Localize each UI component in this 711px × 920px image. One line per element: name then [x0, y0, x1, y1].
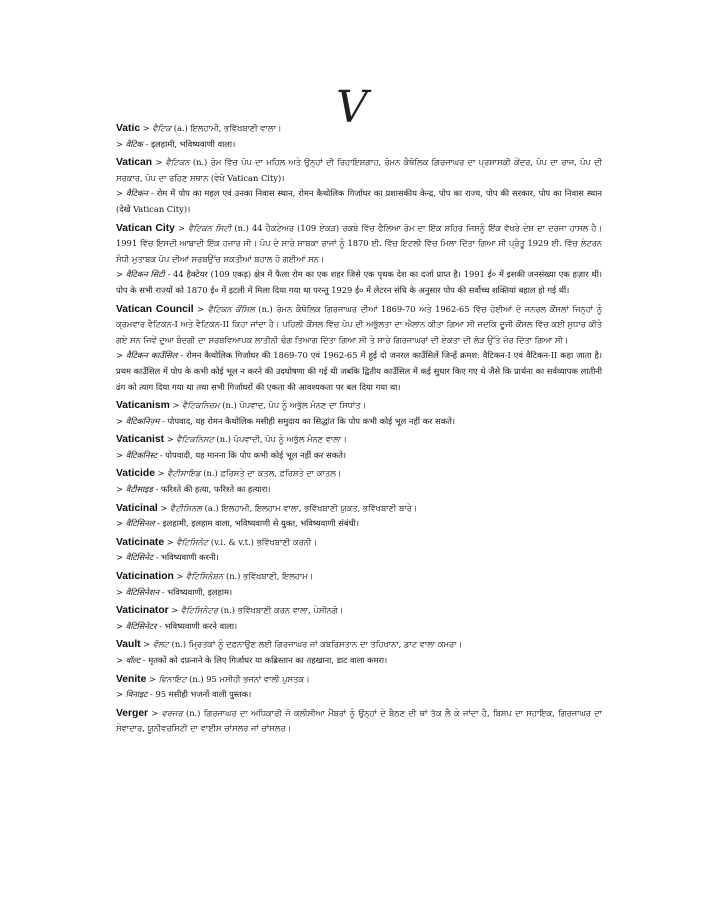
dictionary-entry: Venite > ਵਿਨਾਇਟ (n.) 95 ਮਸੀਹੀ ਭਜਨਾਂ ਵਾਲੀ ਪੁਸਤਕ। > विनाइट - 95 मसीही भजनों वाली पुस्तक। [116, 672, 602, 703]
entry-headword: Vaticanism [116, 400, 170, 412]
entry-punjabi-pronunciation: ਵੈਟਿਕਨ ਕੌਂਸਿਲ [207, 303, 255, 314]
entry-headword: Vatican [116, 157, 153, 169]
entry-hindi-definition: 95 मसीही भजनों वाली पुस्तक। [155, 689, 252, 700]
section-letter: V [336, 82, 368, 133]
entry-headword: Venite [116, 673, 147, 685]
entry-hindi-definition: रोमन कैथोलिक गिर्जाघर की 1869-70 एवं 1962-65 में हुई दो जनरल काउँसिलें जिन्हें क्रमश: वैटिकन-I एवं वैटिकन-II कहा जाता है। प्रथम काउँसिल में पोप के कभी कोई भूल न करने की उदघोषणा की गई थी जबकि द्वितीय काउँसिल में कई सुधार किए गए थे जैसे कि प्रार्थना का सर्वव्यापक लातीनी ढंग को त्याग दिया गया था तथा सभी गिर्जाघरों की एकता की आवश्यकता पर बल दिया गया था। [116, 350, 602, 392]
entry-part-of-speech: (v.i. & v.t.) [210, 536, 254, 547]
dictionary-entry: Vaticanist > ਵੈਟਿਕਨਿਸਟ (n.) ਪੋਪਵਾਦੀ, ਪੋਪ ਨੂੰ ਅਭੁੱਲ ਮੰਨਣ ਵਾਲਾ। > वैटिकनिस्ट - पोपवादी, यह मानना कि पोप कभी कोई भूल नहीं कर सकते। [116, 432, 602, 463]
entry-part-of-speech: (n.) [220, 605, 236, 616]
entry-punjabi-pronunciation: ਵੌਲਟ [152, 639, 169, 650]
entry-hindi-line: > वैटिसिनल - इलहामी, इलहाम वाला, भविष्यवाणी से युक्त, भविष्यवाणी संबंधी। [116, 518, 359, 529]
entry-punjabi-definition: ਭਵਿੱਖਬਾਣੀ ਕਰਨੀ। [256, 536, 317, 547]
entry-punjabi-pronunciation: ਵੈਟਿਸਿਨੇਸ਼ਨ [186, 571, 224, 582]
entry-hindi-line: > वैटिकन - रोम में पोप का महल एवं उनका निवास स्थान, रोमन कैथोलिक गिर्जाघर का प्रशासकीय केन्द्र, पोप का राज्य, पोप की सरकार, पोप का निवास स्थान (देखें Vatican City)। [116, 188, 602, 214]
entry-hindi-line: > वैटिक - इलहामी, भविष्यवाणी वाला। [116, 138, 236, 149]
entry-punjabi-pronunciation: ਵੈਟਿਕਨਿਸਟ [176, 434, 214, 445]
entry-hindi-definition: पोपवादी, यह मानना कि पोप कभी कोई भूल नहीं कर सकते। [165, 449, 347, 460]
entry-punjabi-pronunciation: ਵੈਟਿਕਨ ਸਿਟੀ [188, 222, 232, 233]
entry-hindi-pronunciation: वैटिकन काउँसिल [125, 350, 178, 361]
entry-punjabi-pronunciation: ਵੈਟਿਸਿਨੇਟਰ [180, 605, 218, 616]
entry-hindi-pronunciation: वैटिकन सिटी [125, 269, 165, 280]
entry-punjabi-pronunciation: ਵੈਟੀਸਾਇਡ [167, 468, 201, 479]
dictionary-entry: Vatic > ਵੈਟਿਕ (a.) ਇਲਹਾਮੀ, ਭਵਿੱਖਬਾਣੀ ਵਾਲਾ। > वैटिक - इलहामी, भविष्यवाणी वाला। [116, 121, 602, 152]
entry-hindi-line: > वैटिकन सिटी - 44 हैक्टेयर (109 एकड़) क्षेत्र में फैला रोम का एक शहर जिसे एक पृथक देश का दर्जा प्राप्त है। 1991 ई० में इसकी जनसंख्या एक हज़ार थी। पोप के सभी राज्यों को 1870 ई० में इटली में मिला दिया गया था परन्तु 1929 ई० में लेटरन संधि के अनुसार पोप की सर्वोच्च शक्तियां बहाल हो गई थीं। [116, 269, 603, 295]
entry-hindi-definition: भविष्यवाणी, इलहाम। [167, 586, 233, 597]
entry-list [116, 121, 602, 740]
entry-part-of-speech: (a.) [173, 123, 188, 133]
entry-hindi-definition: इलहामी, भविष्यवाणी वाला। [151, 138, 236, 149]
entry-hindi-definition: रोम में पोप का महल एवं उनका निवास स्थान, रोमन कैथोलिक गिर्जाघर का प्रशासकीय केन्द्र, पोप का राज्य, पोप की सरकार, पोप का निवास स्थान (देखें Vatican City)। [116, 188, 602, 214]
entry-punjabi-definition: ਭਵਿੱਖਬਾਣੀ ਕਰਨ ਵਾਲਾ, ਪੇਸ਼ੀਨਗੋ। [237, 605, 344, 616]
entry-part-of-speech: (n.) [216, 434, 231, 445]
entry-punjabi-definition: 44 ਹੈਕਟੇਅਰ (109 ਏਕੜ) ਰਕਬੇ ਵਿੱਚ ਫੈਲਿਆ ਰੋਮ ਦਾ ਇੱਕ ਸ਼ਹਿਰ ਜਿਸਨੂੰ ਇੱਕ ਵੱਖਰੇ ਦੇਸ਼ ਦਾ ਦਰਜਾ ਹਾਸਲ ਹੈ। 1991 ਵਿੱਚ ਇਸਦੀ ਆਬਾਦੀ ਇੱਕ ਹਜ਼ਾਰ ਸੀ। ਪੋਪ ਦੇ ਸਾਰੇ ਸਾਬਕਾ ਰਾਜਾਂ ਨੂੰ 1870 ਈ. ਵਿੱਚ ਇਟਲੀ ਵਿੱਚ ਮਿਲਾ ਦਿੱਤਾ ਗਿਆ ਸੀ ਪ੍ਰੰਤੂ 1929 ਈ. ਵਿੱਚ ਲੇਟਰਨ ਸੰਧੀ ਮੁਤਾਬਕ ਪੋਪ ਦੀਆਂ ਸਰਬਉੱਚ ਸ਼ਕਤੀਆਂ ਬਹਾਲ ਹੋ ਗਈਆਂ ਸਨ। [116, 222, 602, 264]
entry-punjabi-pronunciation: ਵੈਟਿਕ [152, 123, 172, 133]
entry-hindi-pronunciation: विनाइट [125, 689, 148, 700]
dictionary-entry: Vaticanism > ਵੈਟਿਕਨਿਜ਼ਮ (n.) ਪੋਪਵਾਦ, ਪੋਪ ਨੂੰ ਅਭੁੱਲ ਮੰਨਣ ਦਾ ਸਿਧਾਂਤ। > वैटिकनिज़्म - पोपवाद, यह रोमन कैथोलिक मसीही समुदाय का सिद्धांत कि पोप कभी कोई भूल नहीं कर सकते। [116, 398, 602, 429]
entry-punjabi-pronunciation: ਵਿਨਾਇਟ [158, 673, 187, 684]
entry-headword: Vaticination [116, 571, 174, 583]
dictionary-entry: Vaticination > ਵੈਟਿਸਿਨੇਸ਼ਨ (n.) ਭਵਿੱਖਬਾਣੀ, ਇਲਹਾਮ। > वैटिसिनेशन - भविष्यवाणी, इलहाम। [116, 569, 602, 600]
entry-hindi-definition: भविष्यवाणी करने वाला। [164, 620, 238, 631]
entry-hindi-definition: इलहामी, इलहाम वाला, भविष्यवाणी से युक्त, भविष्यवाणी संबंधी। [162, 518, 359, 529]
entry-hindi-line: > वैटिकन काउँसिल - रोमन कैथोलिक गिर्जाघर की 1869-70 एवं 1962-65 में हुई दो जनरल काउँसिलें जिन्हें क्रमश: वैटिकन-I एवं वैटिकन-II कहा जाता है। प्रथम काउँसिल में पोप के कभी कोई भूल न करने की उदघोषणा की गई थी जबकि द्वितीय काउँसिल में कई सुधार किए गए थे जैसे कि प्रार्थना का सर्वव्यापक लातीनी ढंग को त्याग दिया गया था तथा सभी गिर्जाघरों की एकता की आवश्यकता पर बल दिया गया था। [116, 350, 602, 392]
entry-headword: Vatican Council [116, 303, 194, 315]
entry-headword: Verger [116, 707, 149, 719]
entry-hindi-line: > वैटिकनिज़्म - पोपवाद, यह रोमन कैथोलिक मसीही समुदाय का सिद्धांत कि पोप कभी कोई भूल नहीं कर सकते। [116, 415, 455, 426]
entry-headword: Vaticide [116, 468, 155, 480]
entry-punjabi-definition: 95 ਮਸੀਹੀ ਭਜਨਾਂ ਵਾਲੀ ਪੁਸਤਕ। [206, 673, 310, 684]
entry-headword: Vaticinate [116, 536, 165, 548]
entry-part-of-speech: (n.) [222, 400, 237, 411]
entry-part-of-speech: (n.) [192, 157, 208, 168]
entry-hindi-line: > वैटिसिनेशन - भविष्यवाणी, इलहाम। [116, 586, 233, 597]
entry-hindi-pronunciation: वैटिकनिस्ट [125, 449, 158, 460]
entry-hindi-line: > वैटीसाइड - फरिश्ते की हत्या, फरिश्ते का हत्यारा। [116, 484, 271, 495]
dictionary-entry: Vaticinate > ਵੈਟਿਸਿਨੇਟ (v.i. & v.t.) ਭਵਿੱਖਬਾਣੀ ਕਰਨੀ। > वैटिसिनेट - भविष्यवाणी करनी। [116, 535, 602, 566]
entry-punjabi-definition: ਰੋਮਨ ਕੈਥੋਲਿਕ ਗਿਰਜਾਘਰ ਦੀਆਂ 1869-70 ਅਤੇ 1962-65 ਵਿੱਚ ਹੋਈਆਂ ਦੋ ਜਨਰਲ ਕੌਂਸਲਾਂ ਜਿਨ੍ਹਾਂ ਨੂੰ ਕ੍ਰਮਵਾਰ ਵੈਟਿਕਨ-I ਅਤੇ ਵੈਟਿਕਨ-II ਕਿਹਾ ਜਾਂਦਾ ਹੈ। ਪਹਿਲੀ ਕੌਂਸਲ ਵਿੱਚ ਪੋਪ ਦੀ ਅਭੁੱਲਤਾ ਦਾ ਐਲਾਨ ਕੀਤਾ ਗਿਆ ਸੀ ਜਦਕਿ ਦੂਜੀ ਕੌਂਸਲ ਵਿੱਚ ਕਈ ਸੁਧਾਰ ਕੀਤੇ ਗਏ ਸਨ ਜਿਵੇਂ ਦੁਆ ਬੰਦਗੀ ਦਾ ਸਰਬਵਿਆਪਕ ਲਾਤੀਨੀ ਢੰਗ ਤਿਆਗ ਦਿੱਤਾ ਗਿਆ ਸੀ ਤੇ ਸਾਰੇ ਗਿਰਜਾਘਰਾਂ ਦੀ ਏਕਤਾ ਦੀ ਲੋੜ ਉੱਤੇ ਜ਼ੋਰ ਦਿੱਤਾ ਗਿਆ ਸੀ। [116, 303, 602, 345]
entry-punjabi-pronunciation: ਵਰਜਰ [161, 707, 183, 718]
entry-headword: Vault [116, 639, 141, 651]
entry-punjabi-definition: ਮ੍ਰਿਤਕਾਂ ਨੂੰ ਦਫ਼ਨਾਉਣ ਲਈ ਗਿਰਜਾਘਰ ਜਾਂ ਕਬਰਿਸਤਾਨ ਦਾ ਤਹਿਖਾਨਾ, ਡਾਟ ਵਾਲਾ ਕਮਰਾ। [188, 639, 463, 650]
entry-headword: Vaticinal [116, 502, 158, 514]
entry-hindi-pronunciation: वैटिसिनेट [125, 552, 154, 563]
entry-punjabi-definition: ਫ਼ਰਿਸ਼ਤੇ ਦਾ ਕਤਲ, ਫ਼ਰਿਸ਼ਤੇ ਦਾ ਕਾਤਲ। [220, 468, 342, 479]
entry-punjabi-pronunciation: ਵੈਟਿਕਨਿਜ਼ਮ [182, 400, 220, 411]
entry-part-of-speech: (n.) [258, 303, 273, 314]
dictionary-entry: Vaticinator > ਵੈਟਿਸਿਨੇਟਰ (n.) ਭਵਿੱਖਬਾਣੀ ਕਰਨ ਵਾਲਾ, ਪੇਸ਼ੀਨਗੋ। > वैटिसिनेटर - भविष्यवाणी करने वाला। [116, 603, 602, 634]
entry-hindi-pronunciation: वैटिकन [125, 188, 148, 199]
entry-part-of-speech: (n.) [203, 468, 218, 479]
entry-hindi-pronunciation: वैटिकनिज़्म [125, 415, 160, 426]
dictionary-entry: Vault > ਵੌਲਟ (n.) ਮ੍ਰਿਤਕਾਂ ਨੂੰ ਦਫ਼ਨਾਉਣ ਲਈ ਗਿਰਜਾਘਰ ਜਾਂ ਕਬਰਿਸਤਾਨ ਦਾ ਤਹਿਖਾਨਾ, ਡਾਟ ਵਾਲਾ ਕਮਰਾ। > वॉल्ट - मृतकों को दफ़नाने के लिए गिर्जाघर या कब्रिस्तान का तहखाना, डाट वाला कमरा। [116, 637, 602, 668]
entry-part-of-speech: (n.) [189, 673, 204, 684]
entry-hindi-line: > वॉल्ट - मृतकों को दफ़नाने के लिए गिर्जाघर या कब्रिस्तान का तहखाना, डाट वाला कमरा। [116, 655, 388, 665]
entry-hindi-pronunciation: वॉल्ट [125, 655, 141, 665]
entry-punjabi-definition: ਇਲਹਾਮੀ, ਭਵਿੱਖਬਾਣੀ ਵਾਲਾ। [190, 123, 282, 133]
entry-hindi-pronunciation: वैटीसाइड [125, 484, 153, 495]
entry-part-of-speech: (n.) [171, 639, 187, 650]
dictionary-entry: Vaticinal > ਵੈਟੀਸਿਨਲ (a.) ਇਲਹਾਮੀ, ਇਲਹਾਮ ਵਾਲਾ, ਭਵਿੱਖਬਾਣੀ ਯੁਕਤ, ਭਵਿੱਖਬਾਣੀ ਬਾਰੇ। > वैटिसिनल - इलहामी, इलहाम वाला, भविष्यवाणी से युक्त, भविष्यवाणी संबंधी। [116, 501, 602, 532]
entry-part-of-speech: (n.) [185, 707, 201, 718]
entry-hindi-definition: मृतकों को दफ़नाने के लिए गिर्जाघर या कब्रिस्तान का तहखाना, डाट वाला कमरा। [148, 655, 388, 665]
entry-punjabi-pronunciation: ਵੈਟੀਸਿਨਲ [170, 502, 203, 513]
entry-headword: Vaticanist [116, 434, 165, 446]
entry-punjabi-definition: ਰੋਮ ਵਿੱਚ ਪੋਪ ਦਾ ਮਹਿਲ ਅਤੇ ਉਨ੍ਹਾਂ ਦੀ ਰਿਹਾਇਸ਼ਗਾਹ, ਰੋਮਨ ਕੈਥੋਲਿਕ ਗਿਰਜਾਘਰ ਦਾ ਪ੍ਰਸ਼ਾਸਕੀ ਕੇਂਦਰ, ਪੋਪ ਦਾ ਰਾਜ, ਪੋਪ ਦੀ ਸਰਕਾਰ, ਪੋਪ ਦਾ ਰਹਿਣ ਸਥਾਨ (ਵੇਖੋ Vatican City)। [116, 157, 603, 183]
entry-punjabi-definition: ਇਲਹਾਮੀ, ਇਲਹਾਮ ਵਾਲਾ, ਭਵਿੱਖਬਾਣੀ ਯੁਕਤ, ਭਵਿੱਖਬਾਣੀ ਬਾਰੇ। [221, 502, 418, 513]
dictionary-entry: Vatican > ਵੈਟਿਕਨ (n.) ਰੋਮ ਵਿੱਚ ਪੋਪ ਦਾ ਮਹਿਲ ਅਤੇ ਉਨ੍ਹਾਂ ਦੀ ਰਿਹਾਇਸ਼ਗਾਹ, ਰੋਮਨ ਕੈਥੋਲਿਕ ਗਿਰਜਾਘਰ ਦਾ ਪ੍ਰਸ਼ਾਸਕੀ ਕੇਂਦਰ, ਪੋਪ ਦਾ ਰਾਜ, ਪੋਪ ਦੀ ਸਰਕਾਰ, ਪੋਪ ਦਾ ਰਹਿਣ ਸਥਾਨ (ਵੇਖੋ Vatican City)। > वैटिकन - रोम में पोप का महल एवं उनका निवास स्थान, रोमन कैथोलिक गिर्जाघर का प्रशासकीय केन्द्र, पोप का राज्य, पोप की सरकार, पोप का निवास स्थान (देखें Vatican City)। [116, 155, 602, 217]
entry-punjabi-definition: ਭਵਿੱਖਬਾਣੀ, ਇਲਹਾਮ। [243, 571, 314, 582]
entry-punjabi-definition: ਗਿਰਜਾਘਰ ਦਾ ਅਧਿਕਾਰੀ ਜੋ ਕਲੀਸੀਆ ਮੈਂਬਰਾਂ ਨੂੰ ਉਨ੍ਹਾਂ ਦੇ ਬੈਠਣ ਦੀ ਥਾਂ ਤੱਕ ਲੈ ਕੇ ਜਾਂਦਾ ਹੈ, ਬਿਸ਼ਪ ਦਾ ਸਹਾਇਕ, ਗਿਰਜਾਘਰ ਦਾ ਸੇਵਾਦਾਰ, ਯੂਨੀਵਰਸਿਟੀ ਦਾ ਵਾਈਸ ਚਾਂਸਲਰ ਜਾਂ ਚਾਂਸਲਰ। [116, 707, 602, 734]
dictionary-entry: Verger > ਵਰਜਰ (n.) ਗਿਰਜਾਘਰ ਦਾ ਅਧਿਕਾਰੀ ਜੋ ਕਲੀਸੀਆ ਮੈਂਬਰਾਂ ਨੂੰ ਉਨ੍ਹਾਂ ਦੇ ਬੈਠਣ ਦੀ ਥਾਂ ਤੱਕ ਲੈ ਕੇ ਜਾਂਦਾ ਹੈ, ਬਿਸ਼ਪ ਦਾ ਸਹਾਇਕ, ਗਿਰਜਾਘਰ ਦਾ ਸੇਵਾਦਾਰ, ਯੂਨੀਵਰਸਿਟੀ ਦਾ ਵਾਈਸ ਚਾਂਸਲਰ ਜਾਂ ਚਾਂਸਲਰ। [116, 707, 602, 734]
entry-punjabi-definition: ਪੋਪਵਾਦ, ਪੋਪ ਨੂੰ ਅਭੁੱਲ ਮੰਨਣ ਦਾ ਸਿਧਾਂਤ। [239, 400, 367, 411]
entry-hindi-line: > वैटिकनिस्ट - पोपवादी, यह मानना कि पोप कभी कोई भूल नहीं कर सकते। [116, 449, 347, 460]
entry-hindi-definition: 44 हैक्टेयर (109 एकड़) क्षेत्र में फैला रोम का एक शहर जिसे एक पृथक देश का दर्जा प्राप्त है। 1991 ई० में इसकी जनसंख्या एक हज़ार थी। पोप के सभी राज्यों को 1870 ई० में इटली में मिला दिया गया था परन्तु 1929 ई० में लेटरन संधि के अनुसार पोप की सर्वोच्च शक्तियां बहाल हो गई थीं। [116, 269, 603, 295]
entry-punjabi-pronunciation: ਵੈਟਿਕਨ [165, 157, 190, 168]
entry-hindi-line: > विनाइट - 95 मसीही भजनों वाली पुस्तक। [116, 689, 252, 700]
entry-hindi-pronunciation: वैटिसिनेटर [125, 620, 157, 631]
dictionary-entry: Vatican Council > ਵੈਟਿਕਨ ਕੌਂਸਿਲ (n.) ਰੋਮਨ ਕੈਥੋਲਿਕ ਗਿਰਜਾਘਰ ਦੀਆਂ 1869-70 ਅਤੇ 1962-65 ਵਿੱਚ ਹੋਈਆਂ ਦੋ ਜਨਰਲ ਕੌਂਸਲਾਂ ਜਿਨ੍ਹਾਂ ਨੂੰ ਕ੍ਰਮਵਾਰ ਵੈਟਿਕਨ-I ਅਤੇ ਵੈਟਿਕਨ-II ਕਿਹਾ ਜਾਂਦਾ ਹੈ। ਪਹਿਲੀ ਕੌਂਸਲ ਵਿੱਚ ਪੋਪ ਦੀ ਅਭੁੱਲਤਾ ਦਾ ਐਲਾਨ ਕੀਤਾ ਗਿਆ ਸੀ ਜਦਕਿ ਦੂਜੀ ਕੌਂਸਲ ਵਿੱਚ ਕਈ ਸੁਧਾਰ ਕੀਤੇ ਗਏ ਸਨ ਜਿਵੇਂ ਦੁਆ ਬੰਦਗੀ ਦਾ ਸਰਬਵਿਆਪਕ ਲਾਤੀਨੀ ਢੰਗ ਤਿਆਗ ਦਿੱਤਾ ਗਿਆ ਸੀ ਤੇ ਸਾਰੇ ਗਿਰਜਾਘਰਾਂ ਦੀ ਏਕਤਾ ਦੀ ਲੋੜ ਉੱਤੇ ਜ਼ੋਰ ਦਿੱਤਾ ਗਿਆ ਸੀ। > वैटिकन काउँसिल - रोमन कैथोलिक गिर्जाघर की 1869-70 एवं 1962-65 में हुई दो जनरल काउँसिलें जिन्हें क्रमश: वैटिकन-I एवं वैटिकन-II कहा जाता है। प्रथम काउँसिल में पोप के कभी कोई भूल न करने की उदघोषणा की गई थी जबकि द्वितीय काउँसिल में कई सुधार किए गए थे जैसे कि प्रार्थना का सर्वव्यापक लातीनी ढंग को त्याग दिया गया था तथा सभी गिर्जाघरों की एकता की आवश्यकता पर बल दिया गया था। [116, 302, 602, 396]
entry-punjabi-pronunciation: ਵੈਟਿਸਿਨੇਟ [176, 536, 209, 547]
dictionary-entry: Vatican City > ਵੈਟਿਕਨ ਸਿਟੀ (n.) 44 ਹੈਕਟੇਅਰ (109 ਏਕੜ) ਰਕਬੇ ਵਿੱਚ ਫੈਲਿਆ ਰੋਮ ਦਾ ਇੱਕ ਸ਼ਹਿਰ ਜਿਸਨੂੰ ਇੱਕ ਵੱਖਰੇ ਦੇਸ਼ ਦਾ ਦਰਜਾ ਹਾਸਲ ਹੈ। 1991 ਵਿੱਚ ਇਸਦੀ ਆਬਾਦੀ ਇੱਕ ਹਜ਼ਾਰ ਸੀ। ਪੋਪ ਦੇ ਸਾਰੇ ਸਾਬਕਾ ਰਾਜਾਂ ਨੂੰ 1870 ਈ. ਵਿੱਚ ਇਟਲੀ ਵਿੱਚ ਮਿਲਾ ਦਿੱਤਾ ਗਿਆ ਸੀ ਪ੍ਰੰਤੂ 1929 ਈ. ਵਿੱਚ ਲੇਟਰਨ ਸੰਧੀ ਮੁਤਾਬਕ ਪੋਪ ਦੀਆਂ ਸਰਬਉੱਚ ਸ਼ਕਤੀਆਂ ਬਹਾਲ ਹੋ ਗਈਆਂ ਸਨ। > वैटिकन सिटी - 44 हैक्टेयर (109 एकड़) क्षेत्र में फैला रोम का एक शहर जिसे एक पृथक देश का दर्जा प्राप्त है। 1991 ई० में इसकी जनसंख्या एक हज़ार थी। पोप के सभी राज्यों को 1870 ई० में इटली में मिला दिया गया था परन्तु 1929 ई० में लेटरन संधि के अनुसार पोप की सर्वोच्च शक्तियां बहाल हो गई थीं। [116, 221, 602, 299]
entry-headword: Vatican City [116, 222, 175, 234]
entry-part-of-speech: (a.) [204, 502, 219, 513]
entry-hindi-definition: पोपवाद, यह रोमन कैथोलिक मसीही समुदाय का सिद्धांत कि पोप कभी कोई भूल नहीं कर सकते। [167, 415, 455, 426]
entry-punjabi-definition: ਪੋਪਵਾਦੀ, ਪੋਪ ਨੂੰ ਅਭੁੱਲ ਮੰਨਣ ਵਾਲਾ। [233, 434, 347, 445]
entry-hindi-pronunciation: वैटिसिनल [125, 518, 155, 529]
entry-hindi-definition: फरिश्ते की हत्या, फरिश्ते का हत्यारा। [160, 484, 271, 495]
entry-headword: Vatic [116, 123, 141, 134]
dictionary-entry: Vaticide > ਵੈਟੀਸਾਇਡ (n.) ਫ਼ਰਿਸ਼ਤੇ ਦਾ ਕਤਲ, ਫ਼ਰਿਸ਼ਤੇ ਦਾ ਕਾਤਲ। > वैटीसाइड - फरिश्ते की हत्या, फरिश्ते का हत्यारा। [116, 466, 602, 497]
entry-part-of-speech: (n.) [234, 222, 249, 233]
entry-hindi-line: > वैटिसिनेट - भविष्यवाणी करनी। [116, 552, 219, 563]
entry-hindi-pronunciation: वैटिक [125, 138, 143, 149]
entry-hindi-line: > वैटिसिनेटर - भविष्यवाणी करने वाला। [116, 620, 238, 631]
entry-hindi-definition: भविष्यवाणी करनी। [161, 552, 219, 563]
entry-hindi-pronunciation: वैटिसिनेशन [125, 586, 160, 597]
entry-part-of-speech: (n.) [225, 571, 241, 582]
entry-headword: Vaticinator [116, 605, 169, 617]
